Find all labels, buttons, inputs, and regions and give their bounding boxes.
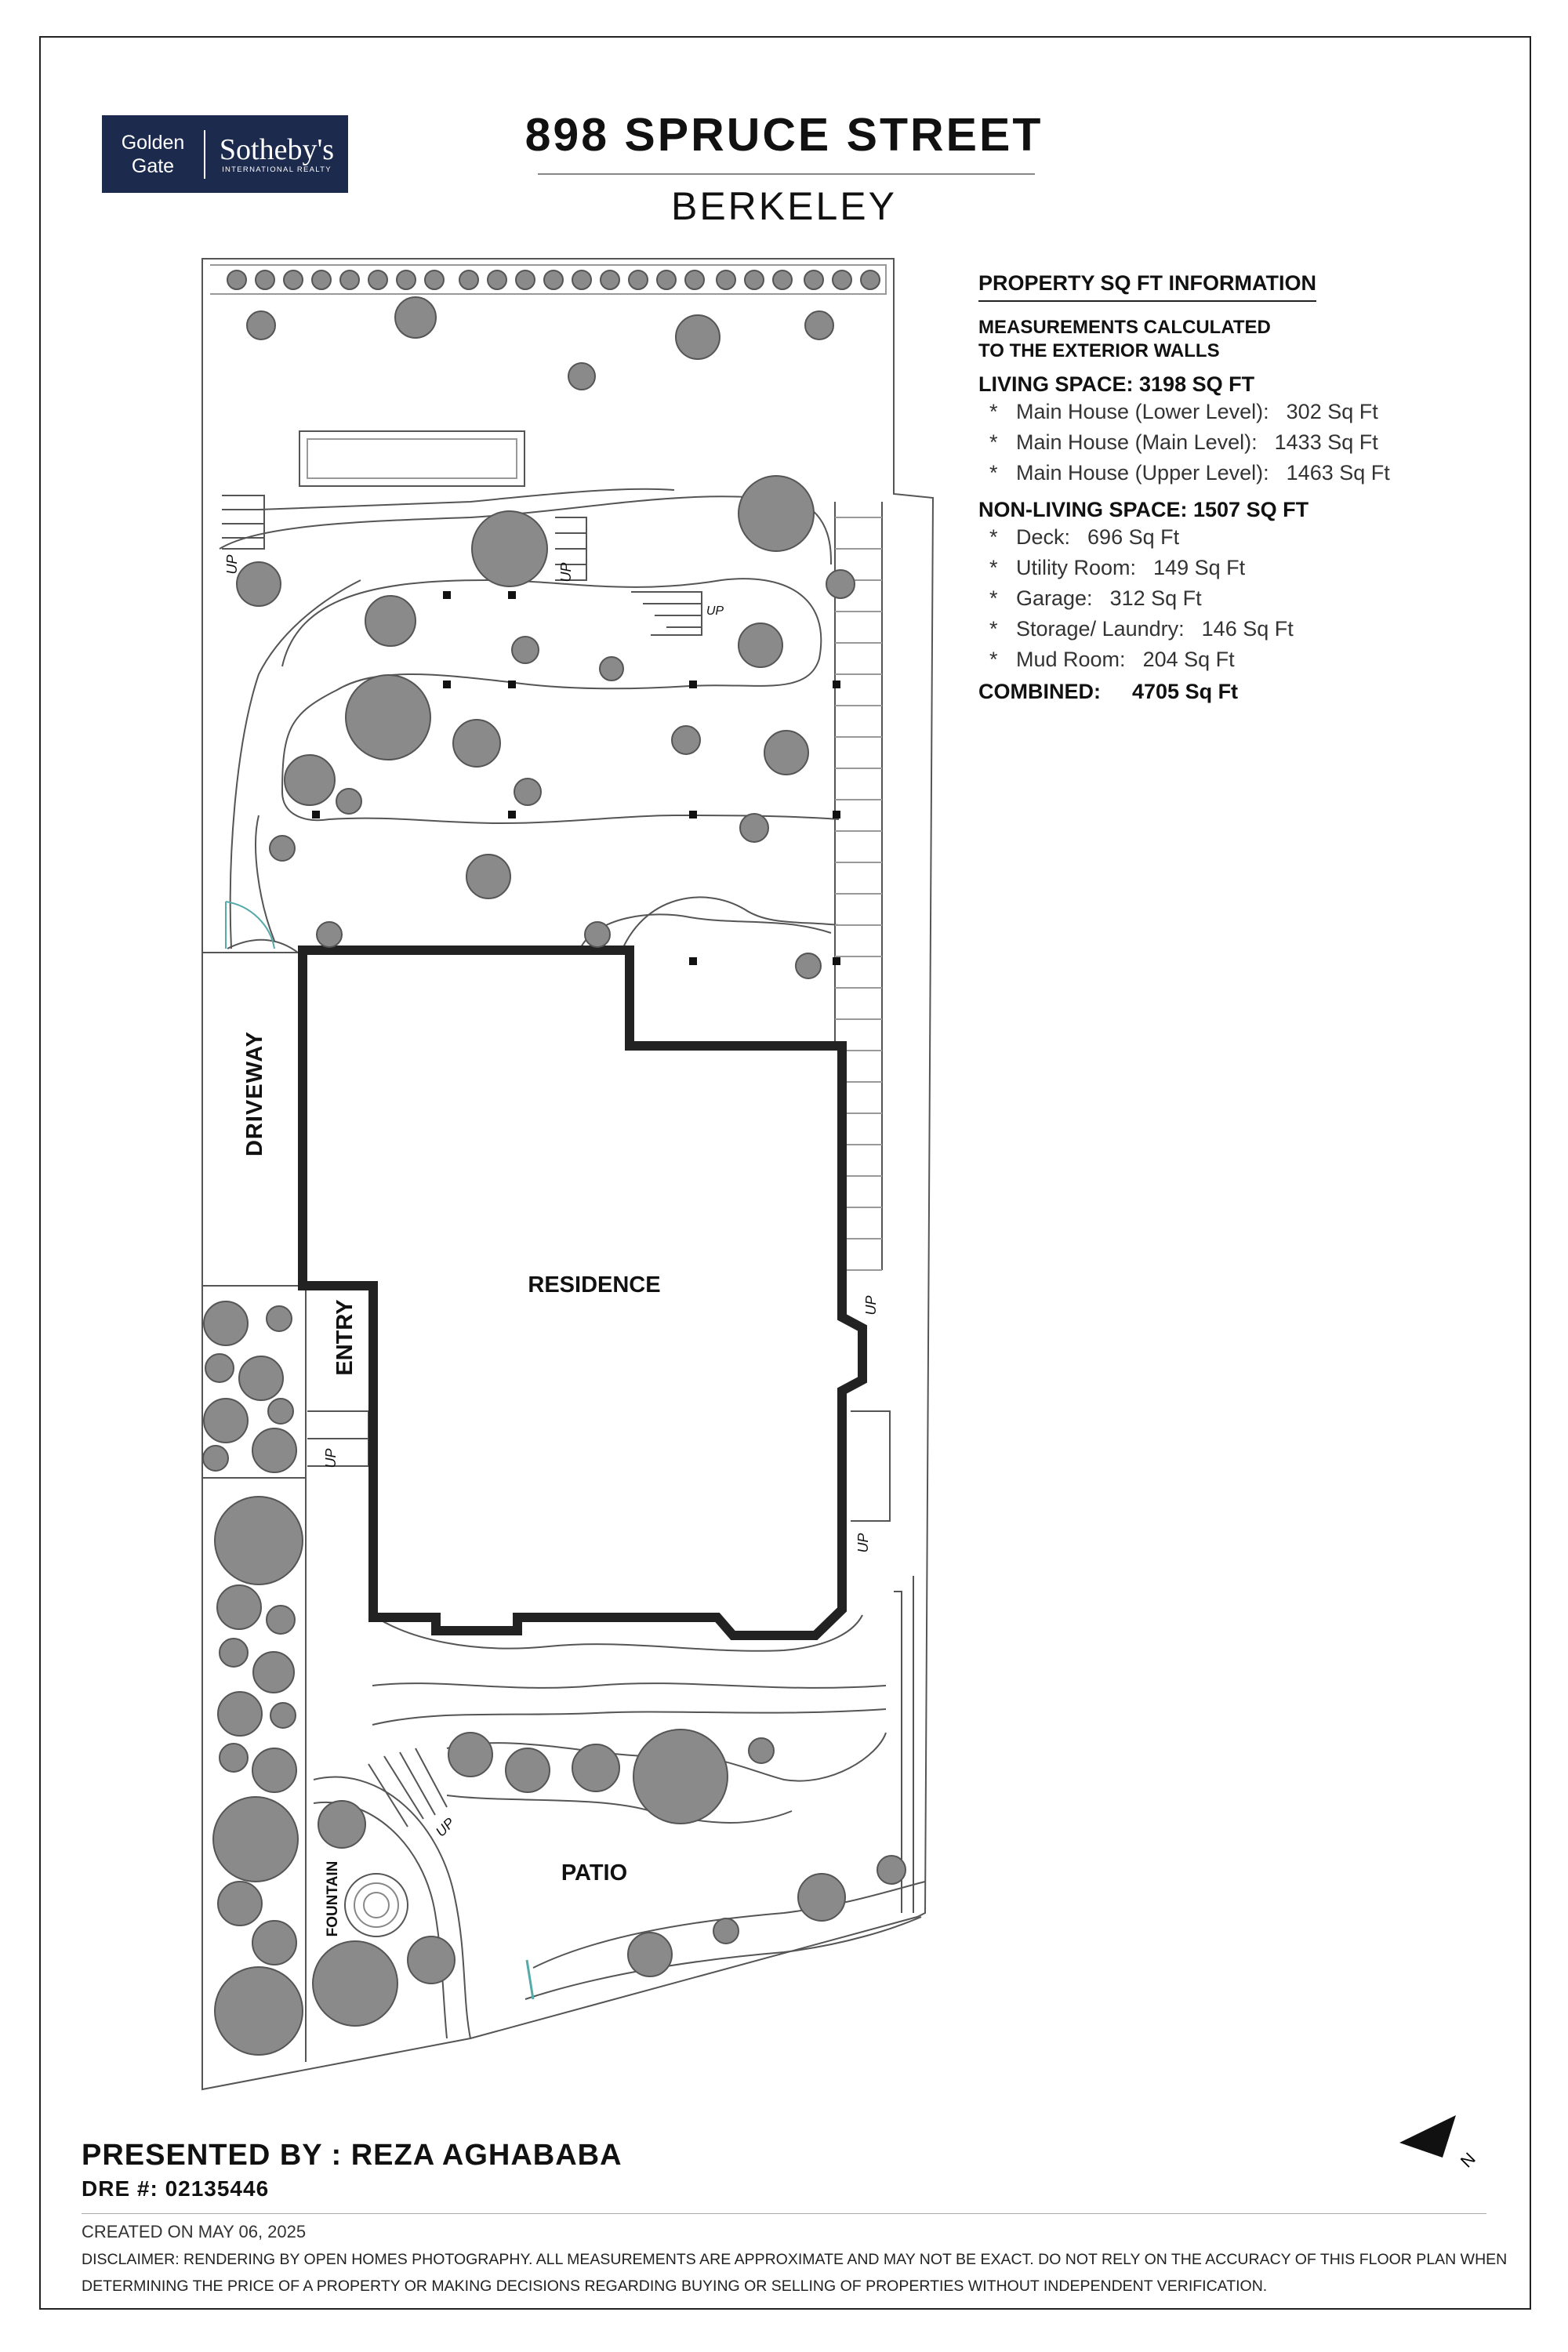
plant: [488, 270, 506, 289]
combined-value: 4705 Sq Ft: [1132, 680, 1239, 703]
plant: [512, 637, 539, 663]
plant: [218, 1692, 262, 1736]
plant: [749, 1738, 774, 1763]
plant: [318, 1801, 365, 1848]
bullet: *: [989, 556, 998, 579]
label-up: UP: [432, 1814, 458, 1840]
plant: [284, 270, 303, 289]
stairs-pool-left: [222, 495, 264, 549]
plant: [247, 311, 275, 339]
bullet: *: [989, 400, 998, 423]
brand-tagline: INTERNATIONAL REALTY: [222, 165, 332, 174]
footer-divider: [82, 2213, 1486, 2214]
plant: [425, 270, 444, 289]
north-label: N: [1456, 2148, 1479, 2172]
plant: [833, 270, 851, 289]
item-label: Main House (Main Level):: [1016, 430, 1258, 454]
patio-bed-lower: [447, 1795, 792, 1823]
plant: [395, 297, 436, 338]
label-driveway: DRIVEWAY: [242, 1030, 267, 1157]
item-label: Storage/ Laundry:: [1016, 617, 1185, 641]
plant: [796, 953, 821, 978]
plant: [204, 1301, 248, 1345]
combined-label: COMBINED:: [978, 680, 1101, 703]
plant: [220, 1639, 248, 1667]
plant: [739, 476, 814, 551]
garden-walk-left-b: [256, 815, 274, 941]
plant: [572, 1744, 619, 1791]
stairs-garden: [631, 592, 702, 635]
bullet: *: [989, 648, 998, 671]
plant: [336, 789, 361, 814]
plant: [717, 270, 735, 289]
label-up: UP: [224, 554, 240, 575]
plant: [672, 726, 700, 754]
plant: [453, 720, 500, 767]
plant: [685, 270, 704, 289]
brand-line2: Gate: [131, 154, 175, 177]
plant: [227, 270, 246, 289]
plant: [213, 1797, 298, 1882]
plant: [739, 623, 782, 667]
label-up: UP: [706, 604, 724, 618]
brand-line1: Golden: [121, 131, 185, 154]
plant: [745, 270, 764, 289]
item-value: 312 Sq Ft: [1109, 586, 1202, 610]
plant: [713, 1918, 739, 1944]
info-note-line1: MEASUREMENTS CALCULATED: [978, 317, 1271, 338]
plant: [601, 270, 619, 289]
plant: [516, 270, 535, 289]
plant: [472, 511, 547, 586]
plant: [798, 1874, 845, 1921]
bullet: *: [989, 430, 998, 454]
plant: [629, 270, 648, 289]
plant: [252, 1748, 296, 1792]
brand-name: Sotheby's: [219, 133, 335, 166]
pool-inner: [307, 439, 517, 478]
item-value: 146 Sq Ft: [1201, 617, 1294, 641]
label-up: UP: [863, 1295, 879, 1316]
plant: [215, 1967, 303, 2055]
plant: [220, 1744, 248, 1772]
page-title: 898 SPRUCE STREET: [524, 109, 1044, 161]
item-label: Mud Room:: [1016, 648, 1126, 671]
plant: [568, 363, 595, 390]
plant: [218, 1882, 262, 1926]
plant: [368, 270, 387, 289]
plant: [285, 755, 335, 805]
plant: [572, 270, 591, 289]
plant: [804, 270, 823, 289]
plant: [312, 270, 331, 289]
plant: [805, 311, 833, 339]
north-arrow: [1399, 2115, 1479, 2172]
plant: [764, 731, 808, 775]
plant: [270, 836, 295, 861]
item-value: 149 Sq Ft: [1153, 556, 1246, 579]
plant: [268, 1399, 293, 1424]
plant: [628, 1933, 672, 1976]
plant: [317, 922, 342, 947]
gate-door-patio: [527, 1960, 533, 1999]
item-value: 1463 Sq Ft: [1286, 461, 1390, 485]
label-residence: RESIDENCE: [528, 1272, 661, 1298]
label-up: UP: [323, 1448, 339, 1468]
label-fountain: FOUNTAIN: [325, 1860, 341, 1937]
east-stoop: [851, 1411, 890, 1521]
plant: [270, 1703, 296, 1728]
plant: [205, 1354, 234, 1382]
garden-edge: [227, 940, 298, 953]
bullet: *: [989, 586, 998, 610]
plant: [633, 1730, 728, 1824]
nonliving-heading: NON-LIVING SPACE: 1507 SQ FT: [978, 498, 1309, 521]
plant: [397, 270, 416, 289]
plant: [253, 1652, 294, 1693]
plant: [239, 1356, 283, 1400]
bullet: *: [989, 461, 998, 485]
plant: [267, 1306, 292, 1331]
plant: [506, 1748, 550, 1792]
label-up: UP: [855, 1533, 871, 1553]
item-label: Main House (Upper Level):: [1016, 461, 1269, 485]
bullet: *: [989, 617, 998, 641]
plant: [267, 1606, 295, 1634]
plant: [877, 1856, 906, 1884]
plant: [252, 1921, 296, 1965]
item-value: 302 Sq Ft: [1286, 400, 1378, 423]
north-arrow-icon: [1399, 2115, 1456, 2158]
plant: [826, 570, 855, 598]
plant: [313, 1941, 397, 2026]
item-value: 1433 Sq Ft: [1274, 430, 1378, 454]
garden-walk-lower: [580, 914, 831, 949]
info-note-line2: TO THE EXTERIOR WALLS: [978, 340, 1220, 361]
gate-door-driveway: [226, 902, 274, 949]
plant: [466, 855, 510, 898]
plant: [203, 1446, 228, 1471]
plant: [544, 270, 563, 289]
plant: [773, 270, 792, 289]
plant: [365, 596, 416, 646]
item-label: Garage:: [1016, 586, 1093, 610]
lower-path-3: [372, 1709, 886, 1725]
plant: [514, 779, 541, 805]
label-up: UP: [558, 562, 574, 583]
garden-path-upper-b: [259, 489, 674, 510]
plant: [252, 1428, 296, 1472]
info-heading: PROPERTY SQ FT INFORMATION: [978, 271, 1316, 302]
plant: [204, 1399, 248, 1443]
item-label: Deck:: [1016, 525, 1071, 549]
item-label: Utility Room:: [1016, 556, 1137, 579]
item-value: 696 Sq Ft: [1087, 525, 1180, 549]
dre-number: DRE #: 02135446: [82, 2176, 270, 2201]
plant: [676, 315, 720, 359]
item-label: Main House (Lower Level):: [1016, 400, 1269, 423]
item-value: 204 Sq Ft: [1142, 648, 1235, 671]
plant: [256, 270, 274, 289]
plant: [585, 922, 610, 947]
plant: [217, 1585, 261, 1629]
label-entry: ENTRY: [332, 1299, 358, 1376]
plant: [408, 1936, 455, 1984]
fountain-basin-inner: [354, 1883, 398, 1927]
plant: [600, 657, 623, 681]
lower-path-2: [372, 1683, 886, 1688]
fountain-basin-core: [364, 1893, 389, 1918]
plant: [448, 1733, 492, 1777]
plant: [657, 270, 676, 289]
plant: [861, 270, 880, 289]
plant: [215, 1497, 303, 1584]
bullet: *: [989, 525, 998, 549]
plant: [740, 814, 768, 842]
living-heading: LIVING SPACE: 3198 SQ FT: [978, 372, 1255, 396]
fountain-steps: [368, 1748, 447, 1827]
created-date: CREATED ON MAY 06, 2025: [82, 2222, 307, 2241]
label-patio: PATIO: [561, 1860, 628, 1886]
plant: [340, 270, 359, 289]
page-subtitle: BERKELEY: [670, 184, 897, 228]
disclaimer: DISCLAIMER: RENDERING BY OPEN HOMES PHOTOGRAPHY. ALL MEASUREMENTS ARE APPROXIMATE AND MAY NOT BE EXACT. DO NOT RELY ON THE ACCURACY OF THIS FLOOR PLAN WHEN DETERMINING THE PRICE OF A PROPERTY OR MAKING DECISIONS REGARDING BUYING OR SELLING OF PROPERTIES WITHOUT INDEPENDENT VERIFICATION.: [82, 2251, 1508, 2295]
plant: [346, 675, 430, 760]
presented-by: PRESENTED BY : REZA AGHABABA: [82, 2139, 622, 2172]
plant: [237, 562, 281, 606]
plant: [459, 270, 478, 289]
